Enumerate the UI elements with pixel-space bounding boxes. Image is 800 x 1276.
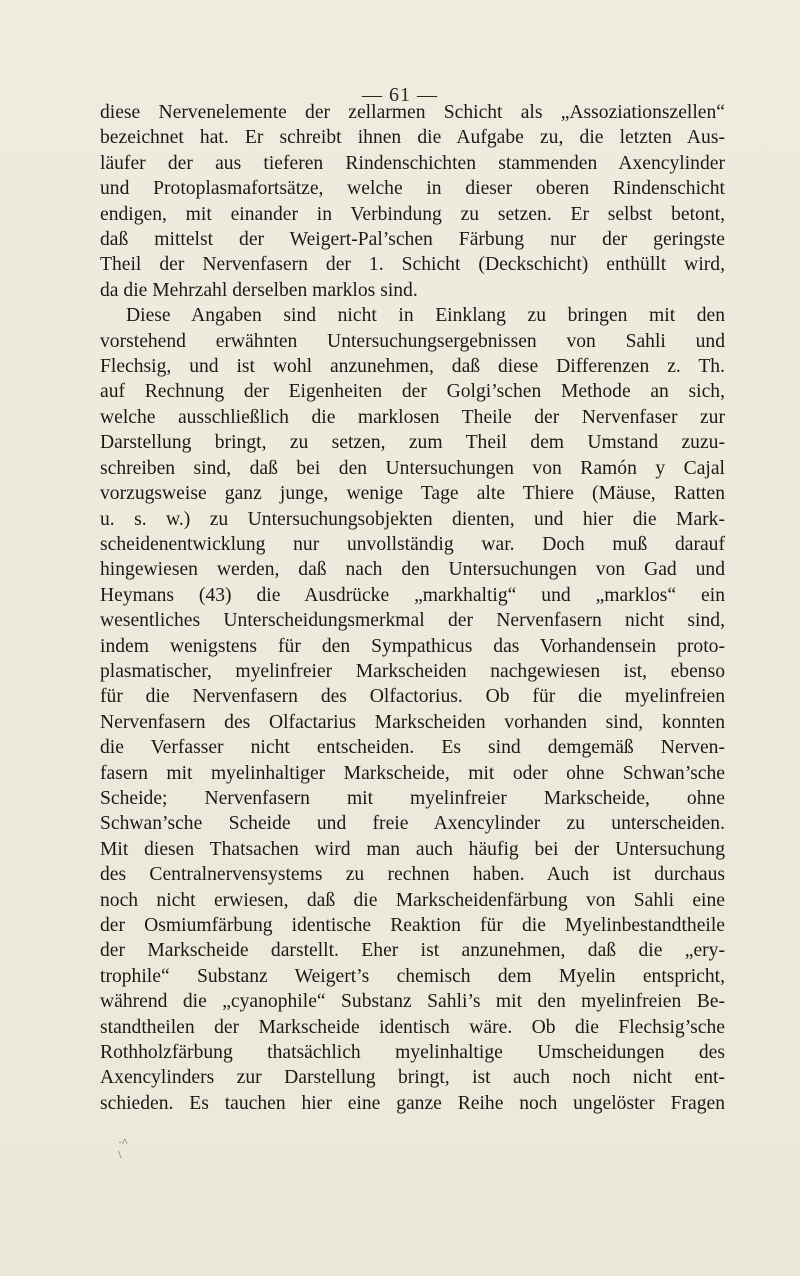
paragraph-1	[100, 100, 725, 303]
paragraph-2	[100, 303, 725, 1116]
text-line: fasern mit myelinhaltiger Markscheide, mit oder ohne Schwan’sche	[100, 762, 725, 784]
margin-marks	[118, 1136, 128, 1160]
text-line: Rothholzfärbung thatsächlich myelinhaltige Umscheidungen des	[100, 1042, 725, 1064]
text-line: schieden. Es tauchen hier eine ganze Reihe noch ungelöster Fragen	[100, 1092, 725, 1114]
text-line: daß mittelst der Weigert-Pal’schen Färbung nur der geringste	[100, 229, 725, 251]
text-line: Mit diesen Thatsachen wird man auch häufig bei der Untersuchung	[100, 838, 725, 860]
margin-mark: \	[118, 1147, 122, 1161]
margin-mark: ·^	[118, 1135, 128, 1149]
text-line: für die Nervenfasern des Olfactorius. Ob für die myelinfreien	[100, 686, 725, 708]
text-line: endigen, mit einander in Verbindung zu setzen. Er selbst betont,	[100, 203, 725, 225]
text-line: läufer der aus tieferen Rindenschichten stammenden Axencylinder	[100, 152, 725, 174]
text-line: Scheide; Nervenfasern mit myelinfreier Markscheide, ohne	[100, 787, 725, 809]
text-line: trophile“ Substanz Weigert’s chemisch dem Myelin entspricht,	[100, 965, 725, 987]
text-line: der Osmiumfärbung identische Reaktion für die Myelinbestandtheile	[100, 915, 725, 936]
text-line: des Centralnervensystems zu rechnen haben. Auch ist durchaus	[100, 864, 725, 886]
text-line: schreiben sind, daß bei den Untersuchungen von Ramón y Cajal	[100, 457, 725, 479]
text-line: Darstellung bringt, zu setzen, zum Theil dem Umstand zuzu-	[100, 432, 725, 454]
text-line: Flechsig, und ist wohl anzunehmen, daß diese Differenzen z. Th.	[100, 356, 725, 378]
text-line: während die „cyanophile“ Substanz Sahli’s mit den myelinfreien Be-	[100, 991, 725, 1013]
text-line: Axencylinders zur Darstellung bringt, ist auch noch nicht ent-	[100, 1067, 725, 1089]
text-line: hingewiesen werden, daß nach den Untersuchungen von Gad und	[100, 559, 725, 581]
page-number: — 61 —	[362, 84, 438, 106]
text-line: welche ausschließlich die marklosen Theile der Nervenfaser zur	[100, 406, 725, 428]
text-line: plasmatischer, myelinfreier Markscheiden nachgewiesen ist, ebenso	[100, 660, 725, 682]
body-text	[100, 100, 725, 1116]
text-line: und Protoplasmafortsätze, welche in dieser oberen Rindenschicht	[100, 178, 725, 200]
text-line: Nervenfasern des Olfactarius Markscheiden vorhanden sind, konnten	[100, 711, 725, 733]
text-line: da die Mehrzahl derselben marklos sind.	[100, 279, 418, 301]
text-line: indem wenigstens für den Sympathicus das Vorhandensein proto-	[100, 635, 725, 657]
text-line: scheidenentwicklung nur unvollständig war. Doch muß darauf	[100, 533, 725, 555]
text-line: noch nicht erwiesen, daß die Markscheidenfärbung von Sahli eine	[100, 889, 725, 911]
text-line: der Markscheide darstellt. Eher ist anzunehmen, daß die „ery-	[100, 940, 725, 962]
text-line: standtheilen der Markscheide identisch wäre. Ob die Flechsig’sche	[100, 1016, 725, 1038]
text-line: wesentliches Unterscheidungsmerkmal der Nervenfasern nicht sind,	[100, 610, 725, 632]
text-line: Diese Angaben sind nicht in Einklang zu bringen mit den	[126, 305, 725, 327]
text-line: Theil der Nervenfasern der 1. Schicht (Deckschicht) enthüllt wird,	[100, 254, 725, 276]
text-line: u. s. w.) zu Untersuchungsobjekten dienten, und hier die Mark-	[100, 508, 725, 530]
text-line: vorzugsweise ganz junge, wenige Tage alte Thiere (Mäuse, Ratten	[100, 483, 725, 505]
text-line: vorstehend erwähnten Untersuchungsergebnissen von Sahli und	[100, 330, 725, 352]
text-line: die Verfasser nicht entscheiden. Es sind demgemäß Nerven-	[100, 737, 725, 759]
text-line: Heymans (43) die Ausdrücke „markhaltig“ und „marklos“ ein	[100, 584, 725, 606]
text-line: bezeichnet hat. Er schreibt ihnen die Aufgabe zu, die letzten Aus-	[100, 127, 725, 149]
text-line: Schwan’sche Scheide und freie Axencylinder zu unterscheiden.	[100, 813, 725, 835]
text-line: diese Nervenelemente der zellarmen Schicht als „Assoziationszellen“	[100, 102, 725, 123]
text-line: auf Rechnung der Eigenheiten der Golgi’schen Methode an sich,	[100, 381, 725, 403]
